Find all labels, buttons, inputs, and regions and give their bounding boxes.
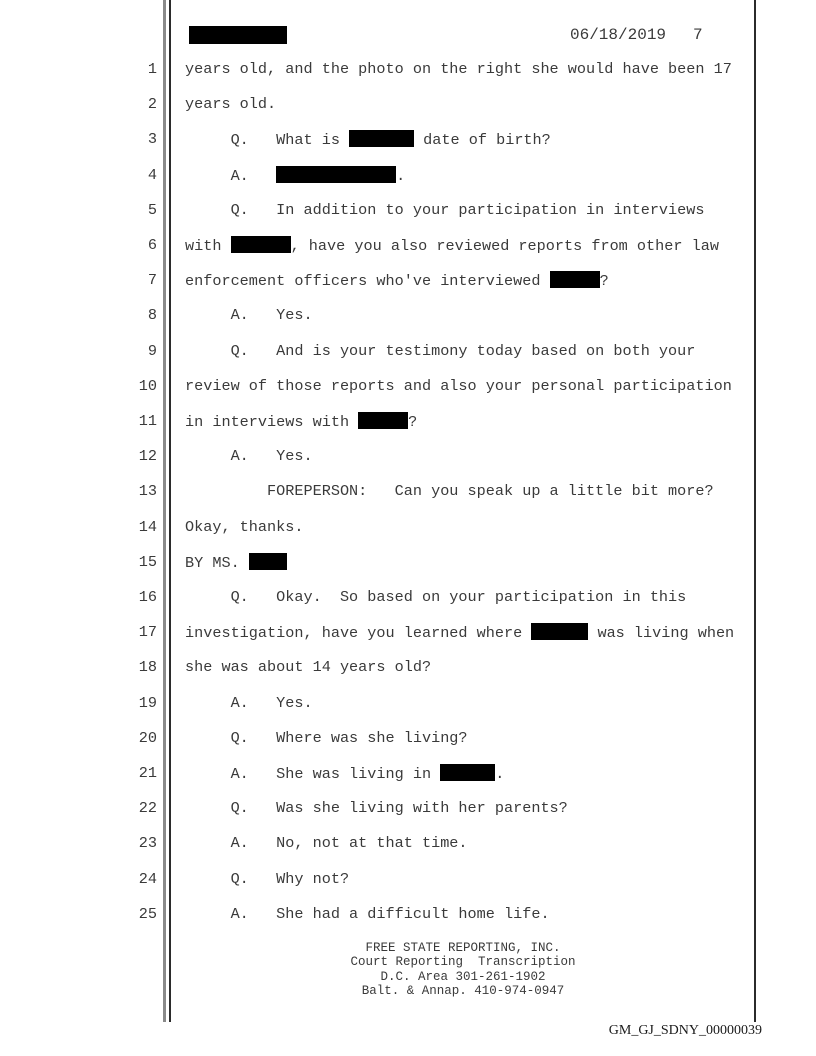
line-number: 10 xyxy=(138,376,157,395)
line-text: enforcement officers who've interviewed ? xyxy=(185,272,609,291)
redaction-bar xyxy=(550,271,600,288)
line-text: with , have you also reviewed reports from other law xyxy=(185,237,719,255)
line-number: 12 xyxy=(138,447,157,466)
transcript-line xyxy=(0,729,754,749)
line-number: 1 xyxy=(147,60,157,78)
line-text: Q. What is date of birth? xyxy=(185,131,551,150)
transcript-line xyxy=(0,306,754,326)
line-text: A. She had a difficult home life. xyxy=(185,904,550,923)
line-number: 9 xyxy=(147,341,157,360)
line-text: Q. In addition to your participation in interviews xyxy=(185,200,705,219)
line-text: Q. And is your testimony today based on both your xyxy=(185,341,696,360)
line-text: A. . xyxy=(185,166,406,185)
transcript-line xyxy=(0,764,754,784)
line-number: 23 xyxy=(138,834,157,853)
line-text: BY MS. xyxy=(185,553,287,573)
redaction-bar xyxy=(231,236,291,253)
line-text: years old. xyxy=(185,95,277,114)
redaction-bar xyxy=(249,553,287,570)
line-text: she was about 14 years old? xyxy=(185,658,432,677)
line-number: 2 xyxy=(147,95,157,114)
redaction-bar xyxy=(349,130,414,147)
redaction-bar xyxy=(276,166,396,183)
line-number: 17 xyxy=(138,623,157,642)
page-header xyxy=(570,26,703,44)
line-text: investigation, have you learned where was living when xyxy=(185,624,735,643)
transcript-line xyxy=(0,482,754,502)
transcript-line xyxy=(0,518,754,538)
line-number: 22 xyxy=(138,799,157,818)
line-number: 20 xyxy=(138,728,157,747)
line-text: A. Yes. xyxy=(185,693,313,712)
line-text: Q. Was she living with her parents? xyxy=(185,799,568,818)
line-number: 24 xyxy=(138,869,157,888)
transcript-line xyxy=(0,166,754,186)
header-page-number: 7 xyxy=(693,26,703,44)
transcript-line xyxy=(0,342,754,362)
line-number: 13 xyxy=(138,482,157,501)
line-number: 5 xyxy=(147,200,157,219)
line-text: A. Yes. xyxy=(185,306,313,325)
transcript-line xyxy=(0,623,754,643)
line-text: A. She was living in . xyxy=(185,765,505,783)
footer-line: FREE STATE REPORTING, INC. xyxy=(365,941,561,955)
transcript-line xyxy=(0,588,754,608)
transcript-line xyxy=(0,60,754,80)
line-text: years old, and the photo on the right she would have been 17 xyxy=(185,60,732,78)
line-text: review of those reports and also your personal participation xyxy=(185,376,732,395)
line-text: Q. Why not? xyxy=(185,869,350,888)
transcript-line xyxy=(0,201,754,221)
line-number: 3 xyxy=(147,130,157,149)
line-number: 21 xyxy=(138,764,157,782)
line-number: 15 xyxy=(138,552,157,571)
transcript-line xyxy=(0,377,754,397)
transcript-line xyxy=(0,412,754,432)
line-number: 18 xyxy=(138,658,157,677)
redaction-bar xyxy=(531,623,588,640)
transcript-line xyxy=(0,447,754,467)
line-number: 11 xyxy=(138,412,157,430)
header-redaction-bar xyxy=(189,26,287,44)
transcript-line xyxy=(0,799,754,819)
transcript-line xyxy=(0,658,754,678)
line-number: 8 xyxy=(147,306,157,325)
line-number: 16 xyxy=(138,588,157,606)
line-text: Q. Where was she living? xyxy=(185,728,468,747)
line-text: A. No, not at that time. xyxy=(185,834,468,853)
header-date: 06/18/2019 xyxy=(570,26,667,44)
redaction-bar xyxy=(440,764,495,781)
footer-line: Balt. & Annap. 410-974-0947 xyxy=(361,984,565,999)
line-number: 4 xyxy=(147,165,157,184)
transcript-line xyxy=(0,834,754,854)
line-text: A. Yes. xyxy=(185,447,313,466)
line-number: 19 xyxy=(138,693,157,712)
redaction-bar xyxy=(358,412,408,429)
line-text: Q. Okay. So based on your participation in this xyxy=(185,588,687,606)
transcript-line xyxy=(0,236,754,256)
transcript-line xyxy=(0,553,754,573)
bates-number: GM_GJ_SDNY_00000039 xyxy=(608,1023,762,1038)
right-margin-rule xyxy=(754,0,756,1022)
line-text: Okay, thanks. xyxy=(185,517,304,536)
transcript-line xyxy=(0,130,754,150)
footer-line: Court Reporting Transcription xyxy=(350,955,576,970)
line-text: FOREPERSON: Can you speak up a little bit more? xyxy=(185,482,714,501)
transcript-line xyxy=(0,271,754,291)
footer-line: D.C. Area 301-261-1902 xyxy=(380,969,546,984)
transcript-line xyxy=(0,870,754,890)
reporter-footer xyxy=(185,941,741,999)
line-number: 14 xyxy=(138,517,157,536)
transcript-line xyxy=(0,694,754,714)
line-number: 6 xyxy=(147,236,157,254)
transcript-line xyxy=(0,905,754,925)
line-number: 25 xyxy=(138,904,157,923)
line-number: 7 xyxy=(147,271,157,290)
line-text: in interviews with ? xyxy=(185,413,418,431)
transcript-line xyxy=(0,95,754,115)
